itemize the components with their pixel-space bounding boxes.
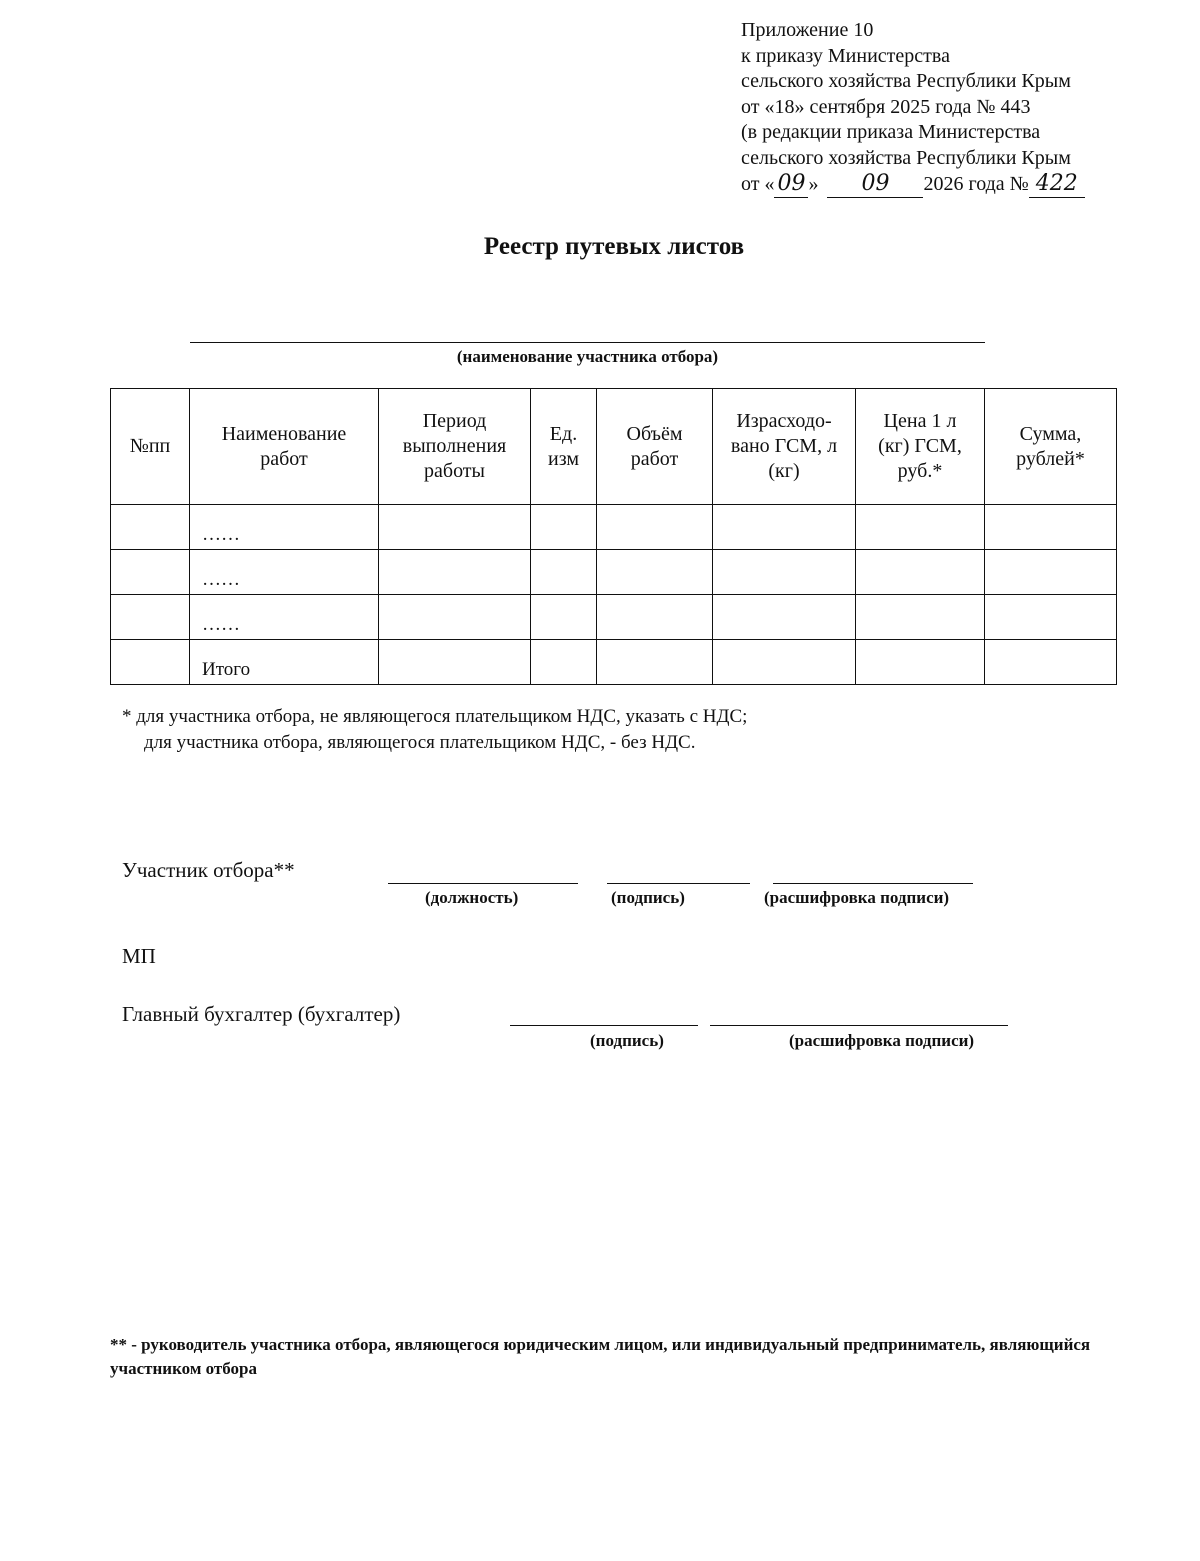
accountant-signature-line [510, 1025, 698, 1026]
participant-name-line [190, 342, 985, 343]
handwritten-month: 09 [827, 171, 923, 198]
handwritten-day: 09 [774, 171, 808, 198]
appendix-header [741, 18, 1085, 198]
table-cell [713, 595, 856, 640]
table-cell [379, 595, 531, 640]
table-cell-total-label: Итого [190, 640, 379, 685]
table-cell-name: …… [190, 595, 379, 640]
document-title: Реестр путевых листов [483, 233, 745, 260]
table-cell [713, 640, 856, 685]
table-cell [985, 640, 1117, 685]
table-cell [379, 550, 531, 595]
table-header-row [111, 389, 1117, 505]
table-cell [597, 505, 713, 550]
table-cell [531, 550, 597, 595]
table-cell [985, 505, 1117, 550]
table-cell [531, 595, 597, 640]
vat-note-line: для участника отбора, являющегося плательщиком НДС, - без НДС. [144, 732, 696, 753]
table-cell [379, 640, 531, 685]
table-row [111, 505, 1117, 550]
table-cell-name: …… [190, 550, 379, 595]
decoding-caption: (расшифровка подписи) [764, 888, 950, 907]
table-cell [597, 595, 713, 640]
waybill-register-table [110, 388, 1117, 685]
table-cell [985, 595, 1117, 640]
table-cell [597, 640, 713, 685]
position-caption: (должность) [425, 888, 519, 907]
header-line: сельского хозяйства Республики Крым [741, 70, 1071, 92]
column-header: Объём работ [597, 389, 713, 505]
header-line: к приказу Министерства [741, 44, 950, 67]
column-header: №пп [111, 389, 190, 505]
table-cell [856, 550, 985, 595]
column-header: Цена 1 л (кг) ГСМ, руб.* [856, 389, 985, 505]
header-line: сельского хозяйства Республики Крым [741, 146, 1071, 169]
table-cell [856, 505, 985, 550]
accountant-decoding-line [710, 1025, 1008, 1026]
column-header: Ед. изм [531, 389, 597, 505]
handwritten-number: 422 [1029, 171, 1085, 198]
accountant-decoding-caption: (расшифровка подписи) [789, 1031, 975, 1050]
header-line: Приложение 10 [741, 19, 874, 41]
accountant-sign-label: Главный бухгалтер (бухгалтер) [122, 1002, 401, 1026]
table-cell [111, 505, 190, 550]
table-cell [111, 640, 190, 685]
table-cell [597, 550, 713, 595]
table-row [111, 550, 1117, 595]
vat-note [122, 704, 747, 756]
column-header: Период выполнения работы [379, 389, 531, 505]
amendment-date-line [741, 171, 1085, 198]
position-line [388, 883, 578, 884]
date-year-text: 2026 года № [923, 173, 1029, 195]
signature-caption: (подпись) [611, 888, 685, 907]
table-cell [985, 550, 1117, 595]
table-cell-name: …… [190, 505, 379, 550]
header-line: (в редакции приказа Министерства [741, 121, 1041, 143]
decoding-line [773, 883, 973, 884]
table-cell [713, 505, 856, 550]
table-cell [856, 640, 985, 685]
footnote: ** - руководитель участника отбора, являющегося юридическим лицом, или индивидуальный предприниматель, являющийся участником отбора [110, 1335, 1091, 1378]
column-header: Израсходо-вано ГСМ, л (кг) [713, 389, 856, 505]
header-line: от «18» сентября 2025 года № 443 [741, 95, 1031, 118]
signature-line [607, 883, 750, 884]
date-mid: » [808, 173, 819, 195]
stamp-label: МП [122, 944, 156, 968]
table-cell [856, 595, 985, 640]
accountant-signature-caption: (подпись) [590, 1031, 664, 1050]
table-total-row [111, 640, 1117, 685]
table-row [111, 595, 1117, 640]
column-header: Сумма, рублей* [985, 389, 1117, 505]
column-header: Наименование работ [190, 389, 379, 505]
participant-sign-label: Участник отбора** [122, 858, 295, 882]
vat-note-line: * для участника отбора, не являющегося плательщиком НДС, указать с НДС; [122, 706, 748, 727]
date-prefix: от « [741, 173, 775, 195]
table-cell [713, 550, 856, 595]
table-cell [531, 640, 597, 685]
table-cell [379, 505, 531, 550]
table-cell [111, 595, 190, 640]
table-cell [531, 505, 597, 550]
table-cell [111, 550, 190, 595]
participant-name-caption: (наименование участника отбора) [456, 347, 719, 366]
